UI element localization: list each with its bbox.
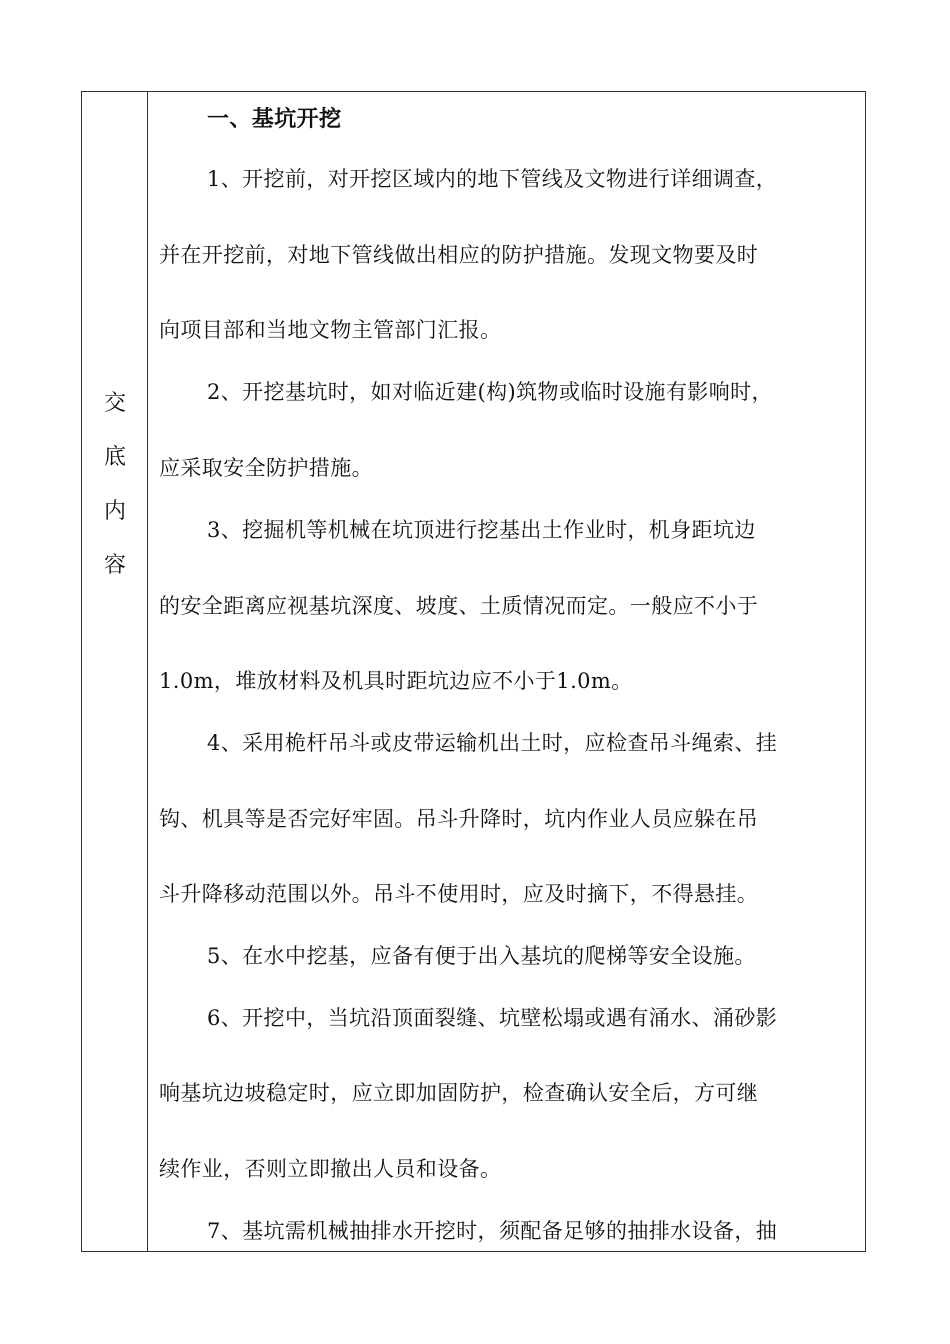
disclosure-table [81, 91, 866, 1252]
text-line: 向项目部和当地文物主管部门汇报。 [159, 318, 502, 342]
text-line: 4、采用桅杆吊斗或皮带运输机出土时，应检查吊斗绳索、挂 [207, 731, 778, 755]
text-line: 7、基坑需机械抽排水开挖时，须配备足够的抽排水设备，抽 [207, 1219, 778, 1243]
row-label-char: 内 [103, 499, 126, 524]
text-line: 1.0m，堆放材料及机具时距坑边应不小于1.0m。 [159, 669, 633, 693]
text-line: 斗升降移动范围以外。吊斗不使用时，应及时摘下，不得悬挂。 [159, 882, 759, 906]
row-label-char: 交 [103, 391, 126, 416]
text-line: 的安全距离应视基坑深度、坡度、土质情况而定。一般应不小于 [159, 594, 759, 618]
text-line: 1、开挖前，对开挖区域内的地下管线及文物进行详细调查， [207, 167, 778, 191]
row-label-char: 底 [103, 445, 126, 470]
text-line: 并在开挖前，对地下管线做出相应的防护措施。发现文物要及时 [159, 243, 759, 267]
text-line: 5、在水中挖基，应备有便于出入基坑的爬梯等安全设施。 [207, 944, 756, 968]
text-line: 续作业，否则立即撤出人员和设备。 [159, 1157, 502, 1181]
content-cell [148, 92, 865, 1251]
label-column [82, 92, 148, 1251]
text-line: 应采取安全防护措施。 [159, 456, 373, 480]
text-line: 2、开挖基坑时，如对临近建(构)筑物或临时设施有影响时， [207, 380, 773, 404]
text-line: 钩、机具等是否完好牢固。吊斗升降时，坑内作业人员应躲在吊 [159, 807, 759, 831]
row-label-char: 容 [103, 553, 126, 578]
row-label [82, 377, 148, 593]
text-line: 响基坑边坡稳定时，应立即加固防护，检查确认安全后，方可继 [159, 1081, 759, 1105]
section-heading: 一、基坑开挖 [207, 106, 342, 132]
text-line: 6、开挖中，当坑沿顶面裂缝、坑壁松塌或遇有涌水、涌砂影 [207, 1006, 778, 1030]
text-line: 3、挖掘机等机械在坑顶进行挖基出土作业时，机身距坑边 [207, 518, 756, 542]
